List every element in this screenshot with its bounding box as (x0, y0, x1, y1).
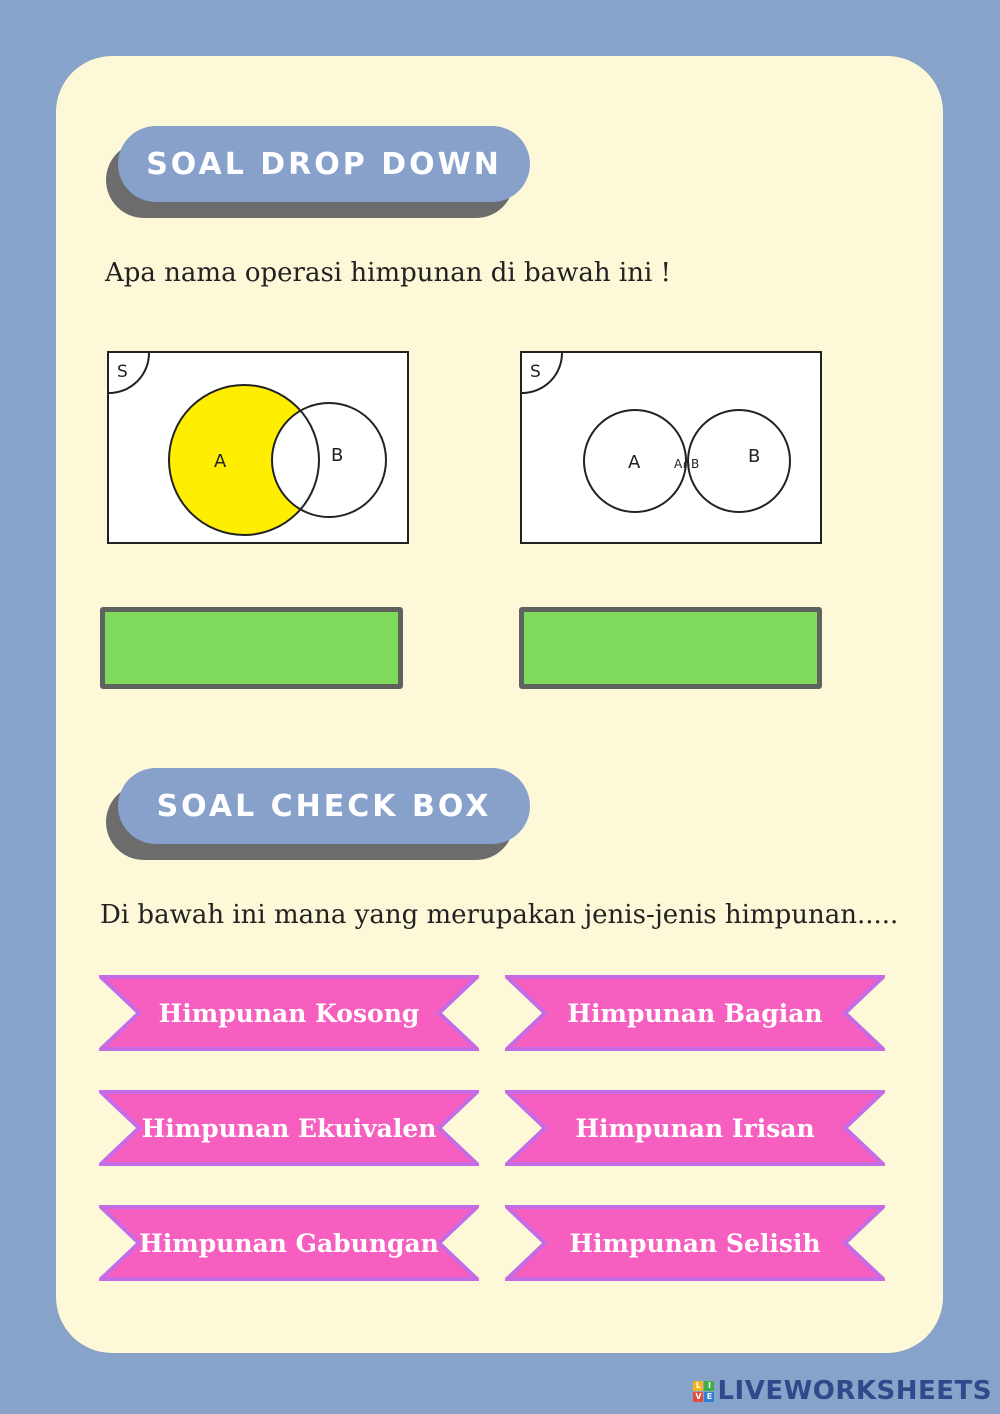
set-a-label: A (628, 452, 641, 473)
set-b-circle (688, 410, 790, 512)
checkbox-question: Di bawah ini mana yang merupakan jenis-jenis himpunan..... (100, 900, 899, 930)
universe-corner-arc (522, 353, 562, 393)
logo-badge-icon: L I V E (693, 1381, 714, 1402)
set-a-label: A (214, 451, 227, 472)
option-label: Himpunan Ekuivalen (141, 1113, 437, 1143)
option-label: Himpunan Selisih (569, 1228, 821, 1258)
dropdown-answer-box-2[interactable] (519, 607, 822, 689)
venn-diagram-intersection (520, 351, 822, 544)
option-himpunan-irisan[interactable] (505, 1090, 885, 1166)
option-label: Himpunan Kosong (158, 998, 420, 1028)
option-himpunan-kosong[interactable] (99, 975, 479, 1051)
universe-label: S (530, 362, 541, 382)
universe-label: S (117, 362, 128, 382)
option-himpunan-ekuivalen[interactable] (99, 1090, 479, 1166)
checkbox-section-title: SOAL CHECK BOX (118, 768, 530, 844)
liveworksheets-logo (693, 1376, 992, 1406)
option-label: Himpunan Bagian (567, 998, 823, 1028)
set-b-label: B (331, 445, 344, 466)
venn-diagram-difference (107, 351, 409, 544)
universe-corner-arc (109, 353, 149, 393)
dropdown-answer-box-1[interactable] (100, 607, 403, 689)
dropdown-question: Apa nama operasi himpunan di bawah ini ! (105, 258, 671, 288)
option-label: Himpunan Irisan (575, 1113, 815, 1143)
option-himpunan-bagian[interactable] (505, 975, 885, 1051)
option-label: Himpunan Gabungan (139, 1228, 439, 1258)
intersection-label: A∩B (674, 457, 700, 471)
logo-text: LIVEWORKSHEETS (717, 1376, 992, 1406)
set-b-label: B (748, 446, 761, 467)
option-himpunan-gabungan[interactable] (99, 1205, 479, 1281)
option-himpunan-selisih[interactable] (505, 1205, 885, 1281)
dropdown-section-title: SOAL DROP DOWN (118, 126, 530, 202)
